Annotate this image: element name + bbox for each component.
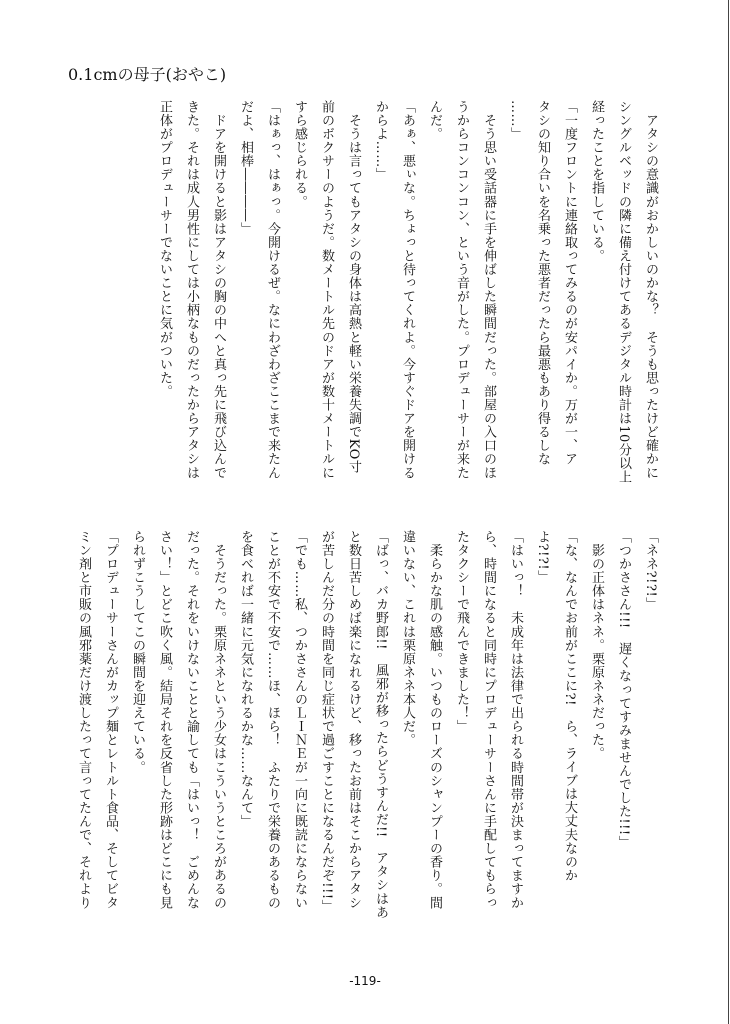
text-column: 「ネネ?!?!」 bbox=[643, 530, 658, 611]
text-column: たタクシーで飛んできました！」 bbox=[454, 530, 469, 734]
text-column: ら、時間になると同時にプロデューサーさんに手配してもらっ bbox=[481, 530, 496, 910]
text-column: ことが不安で不安で……ほ、ほら！ ふたりで栄養のあるもの bbox=[265, 530, 280, 910]
text-column: よ?!?!」 bbox=[535, 530, 550, 584]
text-column: だよ、相棒――――」 bbox=[238, 100, 253, 236]
text-column: さい！」とどこ吹く風。結局それを反省した形跡はどこにも見 bbox=[157, 530, 172, 910]
text-column: からよ……」 bbox=[373, 100, 388, 182]
text-column: アタシの意識がおかしいのかな？ そうも思ったけど確かに bbox=[643, 100, 658, 480]
text-column: られずこうしてこの瞬間を迎えている。 bbox=[130, 530, 145, 774]
text-column: 前のボクサーのようだ。数メートル先のドアが数十メートルに bbox=[319, 100, 334, 480]
page-number: -119- bbox=[349, 974, 381, 988]
text-column: 「つかささん!!! 遅くなってすみませんでした!!!」 bbox=[616, 530, 631, 850]
text-column: 「一度フロントに連絡取ってみるのが安パイか。万が一、ア bbox=[562, 100, 577, 466]
text-column: 「あぁ、悪ぃな。ちょっと待ってくれよ。今すぐドアを開ける bbox=[400, 100, 415, 480]
text-column: ……」 bbox=[508, 100, 523, 141]
text-column: 柔らかな肌の感触。いつものローズのシャンプーの香り。間 bbox=[427, 530, 442, 910]
text-column: そうだった。栗原ネネという少女はこういうところがあるの bbox=[211, 530, 226, 910]
text-column: 「でも……私、つかささんのＬＩＮＥが一向に既読にならない bbox=[292, 530, 307, 910]
text-column: だった。それをいけないことと諭しても「はいっ！ ごめんな bbox=[184, 530, 199, 910]
text-column: と数日苦しめば楽になれるけど、移ったお前はそこからアタシ bbox=[346, 530, 361, 910]
text-column: シングルベッドの隣に備え付けてあるデジタル時計は10分以上 bbox=[616, 100, 631, 484]
text-column: ミン剤と市販の風邪薬だけ渡したって言ってたんで、それより bbox=[76, 530, 91, 910]
text-column: を食べれば一緒に元気になれるかな……なんて」 bbox=[238, 530, 253, 829]
text-column: 「はいっ！ 未成年は法律で出られる時間帯が決まってますか bbox=[508, 530, 523, 910]
text-column: 「はぁっ、はぁっ。今開けるぜ。なにわざわざここまで来たん bbox=[265, 100, 280, 480]
text-column: そうは言ってもアタシの身体は高熱と軽い栄養失調でKO寸 bbox=[346, 100, 361, 474]
text-column: 「ばっ、バカ野郎!! 風邪が移ったらどうすんだ!! アタシはあ bbox=[373, 530, 388, 919]
page-edge-line bbox=[728, 0, 729, 1024]
text-column: 「プロデューサーさんがカップ麺とレトルト食品、そしてビタ bbox=[103, 530, 118, 910]
text-column: 「な、なんでお前がここに?! ら、ライブは大丈夫なのか bbox=[562, 530, 577, 883]
text-column: ドアを開けると影はアタシの胸の中へと真っ先に飛び込んで bbox=[211, 100, 226, 480]
text-column: タシの知り合いを名乗った悪者だったら最悪もあり得るしな bbox=[535, 100, 550, 466]
upper-text-block bbox=[151, 100, 664, 505]
text-column: んだ。 bbox=[427, 100, 442, 141]
text-column: うからコンコンコン、という音がした。プロデューサーが来た bbox=[454, 100, 469, 480]
text-column: 正体がプロデューサーでないことに気がついた。 bbox=[157, 100, 172, 399]
text-column: 違いない、これは栗原ネネ本人だ。 bbox=[400, 530, 415, 747]
text-column: すら感じられる。 bbox=[292, 100, 307, 209]
text-column: そう思い受話器に手を伸ばした瞬間だった。部屋の入口のほ bbox=[481, 100, 496, 480]
lower-text-block bbox=[70, 530, 664, 950]
chapter-title: 0.1cmの母子(おやこ) bbox=[68, 65, 227, 84]
text-column: 影の正体はネネ。栗原ネネだった。 bbox=[589, 530, 604, 761]
text-column: きた。それは成人男性にしては小柄なものだったからアタシは bbox=[184, 100, 199, 480]
text-column: が苦しんだ分の時間を同じ症状で過ごすことになるんだぞ!!!」 bbox=[319, 530, 334, 914]
text-column: 経ったことを指している。 bbox=[589, 100, 604, 263]
